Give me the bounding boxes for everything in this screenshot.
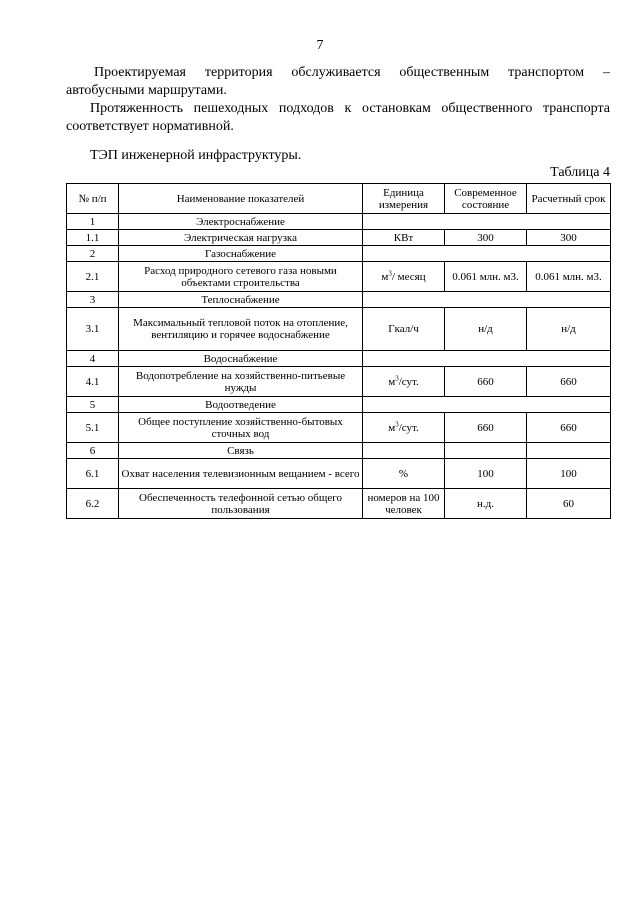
row-current: 0.061 млн. м3. xyxy=(445,262,527,292)
row-empty xyxy=(527,443,611,459)
table-row xyxy=(67,443,611,459)
unit-rest: /сут. xyxy=(398,421,419,434)
row-unit: КВт xyxy=(363,230,445,246)
row-unit: % xyxy=(363,459,445,489)
row-unit xyxy=(363,413,445,443)
row-section-name: Теплоснабжение xyxy=(119,292,363,308)
row-name: Общее поступление хозяйственно-бытовых сточных вод xyxy=(119,413,363,443)
header-planned: Расчетный срок xyxy=(527,184,611,214)
row-section-name: Связь xyxy=(119,443,363,459)
table-row xyxy=(67,246,611,262)
row-unit: Гкал/ч xyxy=(363,308,445,351)
row-section-name: Водоснабжение xyxy=(119,351,363,367)
row-current: н.д. xyxy=(445,489,527,519)
header-num: № п/п xyxy=(67,184,119,214)
row-empty xyxy=(363,246,611,262)
row-section-name: Газоснабжение xyxy=(119,246,363,262)
row-name: Охват населения телевизионным вещанием - всего xyxy=(119,459,363,489)
unit-base: м xyxy=(388,421,396,434)
row-section-name: Водоотведение xyxy=(119,397,363,413)
row-planned: 660 xyxy=(527,413,611,443)
table-caption: Таблица 4 xyxy=(550,165,610,180)
page-number: 7 xyxy=(316,38,324,53)
table-row xyxy=(67,230,611,246)
row-empty xyxy=(363,351,611,367)
row-num: 5 xyxy=(67,397,119,413)
table-row xyxy=(67,367,611,397)
row-num: 4.1 xyxy=(67,367,119,397)
row-num: 1 xyxy=(67,214,119,230)
header-current: Современное состояние xyxy=(445,184,527,214)
table-header-row xyxy=(67,184,611,214)
row-current: 660 xyxy=(445,367,527,397)
table-row xyxy=(67,397,611,413)
header-unit: Единица измерения xyxy=(363,184,445,214)
row-unit: номеров на 100 человек xyxy=(363,489,445,519)
row-num: 2.1 xyxy=(67,262,119,292)
row-current: 660 xyxy=(445,413,527,443)
row-section-name: Электроснабжение xyxy=(119,214,363,230)
unit-superscript: 3 xyxy=(395,373,399,382)
row-num: 1.1 xyxy=(67,230,119,246)
table-row xyxy=(67,262,611,292)
tep-table xyxy=(66,183,611,519)
row-empty xyxy=(445,443,527,459)
row-num: 6 xyxy=(67,443,119,459)
row-name: Электрическая нагрузка xyxy=(119,230,363,246)
row-current: 300 xyxy=(445,230,527,246)
row-empty xyxy=(363,443,445,459)
row-num: 3.1 xyxy=(67,308,119,351)
row-num: 4 xyxy=(67,351,119,367)
row-name: Максимальный тепловой поток на отопление, вентиляцию и горячее водоснабжение xyxy=(119,308,363,351)
unit-rest: /сут. xyxy=(398,375,419,388)
paragraph-transport: Проектируемая территория обслуживается общественным транспортом – автобусными маршрутами. xyxy=(66,65,610,98)
table-row xyxy=(67,214,611,230)
unit-base: м xyxy=(388,375,396,388)
row-name: Обеспеченность телефонной сетью общего пользования xyxy=(119,489,363,519)
row-num: 3 xyxy=(67,292,119,308)
unit-base: м xyxy=(381,270,389,283)
unit-rest: / месяц xyxy=(391,270,426,283)
table-row xyxy=(67,292,611,308)
row-unit xyxy=(363,262,445,292)
table-row xyxy=(67,489,611,519)
row-empty xyxy=(363,214,611,230)
table-row xyxy=(67,459,611,489)
row-planned: 60 xyxy=(527,489,611,519)
row-current: н/д xyxy=(445,308,527,351)
row-planned: 100 xyxy=(527,459,611,489)
table-row xyxy=(67,308,611,351)
row-name: Расход природного сетевого газа новыми объектами строительства xyxy=(119,262,363,292)
row-num: 5.1 xyxy=(67,413,119,443)
row-planned: н/д xyxy=(527,308,611,351)
row-name: Водопотребление на хозяйственно-питьевые нужды xyxy=(119,367,363,397)
section-heading: ТЭП инженерной инфраструктуры. xyxy=(90,148,302,163)
unit-superscript: 3 xyxy=(395,419,399,428)
header-name: Наименование показателей xyxy=(119,184,363,214)
row-empty xyxy=(363,292,611,308)
paragraph-pedestrian: Протяженность пешеходных подходов к остановкам общественного транспорта соответствует нормативной. xyxy=(66,101,610,134)
row-planned: 660 xyxy=(527,367,611,397)
row-unit xyxy=(363,367,445,397)
row-empty xyxy=(363,397,611,413)
row-num: 2 xyxy=(67,246,119,262)
row-current: 100 xyxy=(445,459,527,489)
unit-superscript: 3 xyxy=(388,268,392,277)
table-row xyxy=(67,351,611,367)
row-planned: 0.061 млн. м3. xyxy=(527,262,611,292)
row-num: 6.2 xyxy=(67,489,119,519)
row-num: 6.1 xyxy=(67,459,119,489)
table-row xyxy=(67,413,611,443)
row-planned: 300 xyxy=(527,230,611,246)
